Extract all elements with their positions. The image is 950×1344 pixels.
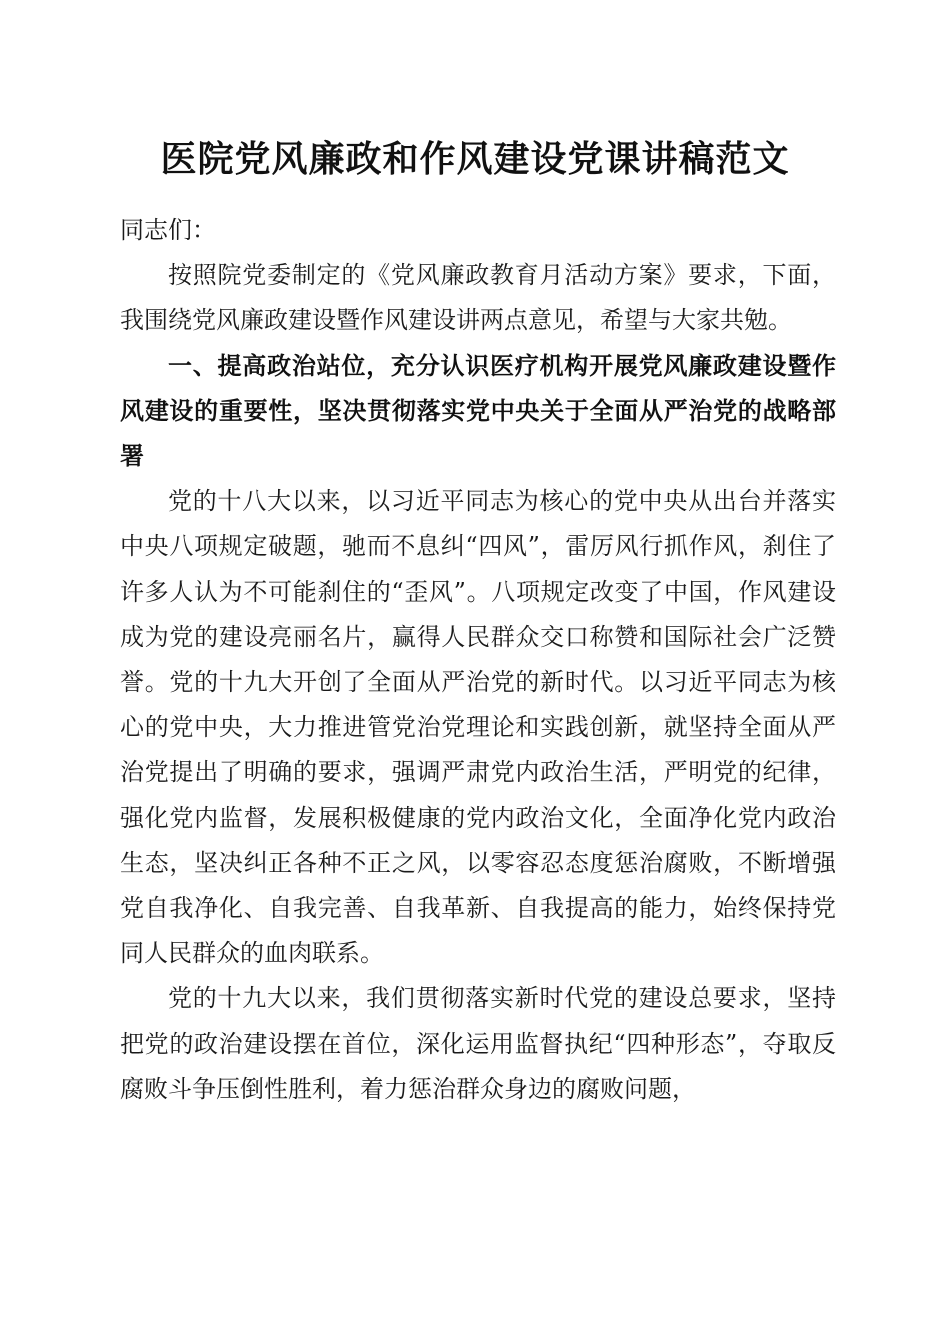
document-title: 医院党风廉政和作风建设党课讲稿范文 — [160, 138, 790, 180]
body-paragraph: 党的十八大以来，以习近平同志为核心的党中央从出台并落实中央八项规定破题，驰而不息纠“四风”，雷厉风行抓作风，刹住了许多人认为不可能刹住的“歪风”。八项规定改变了中国，作风建设成为党的建设亮丽名片，赢得人民群众交口称赞和国际社会广泛赞誉。党的十九大开创了全面从严治党的新时代。以习近平同志为核心的党中央，大力推进管党治党理论和实践创新，就坚持全面从严治党提出了明确的要求，强调严肃党内政治生活，严明党的纪律，强化党内监督，发展积极健康的党内政治文化，全面净化党内政治生态，坚决纠正各种不正之风，以零容忍态度惩治腐败，不断增强党自我净化、自我完善、自我革新、自我提高的能力，始终保持党同人民群众的血肉联系。 — [120, 487, 836, 968]
salutation: 同志们： — [120, 216, 216, 244]
body-paragraph: 党的十九大以来，我们贯彻落实新时代党的建设总要求，坚持把党的政治建设摆在首位，深化运用监督执纪“四种形态”，夺取反腐败斗争压倒性胜利，着力惩治群众身边的腐败问题， — [120, 984, 836, 1103]
intro-paragraph: 按照院党委制定的《党风廉政教育月活动方案》要求，下面，我围绕党风廉政建设暨作风建设讲两点意见，希望与大家共勉。 — [120, 261, 836, 335]
document-body — [120, 208, 836, 1112]
section-heading: 一、提高政治站位，充分认识医疗机构开展党风廉政建设暨作风建设的重要性，坚决贯彻落实党中央关于全面从严治党的战略部署 — [120, 351, 836, 471]
